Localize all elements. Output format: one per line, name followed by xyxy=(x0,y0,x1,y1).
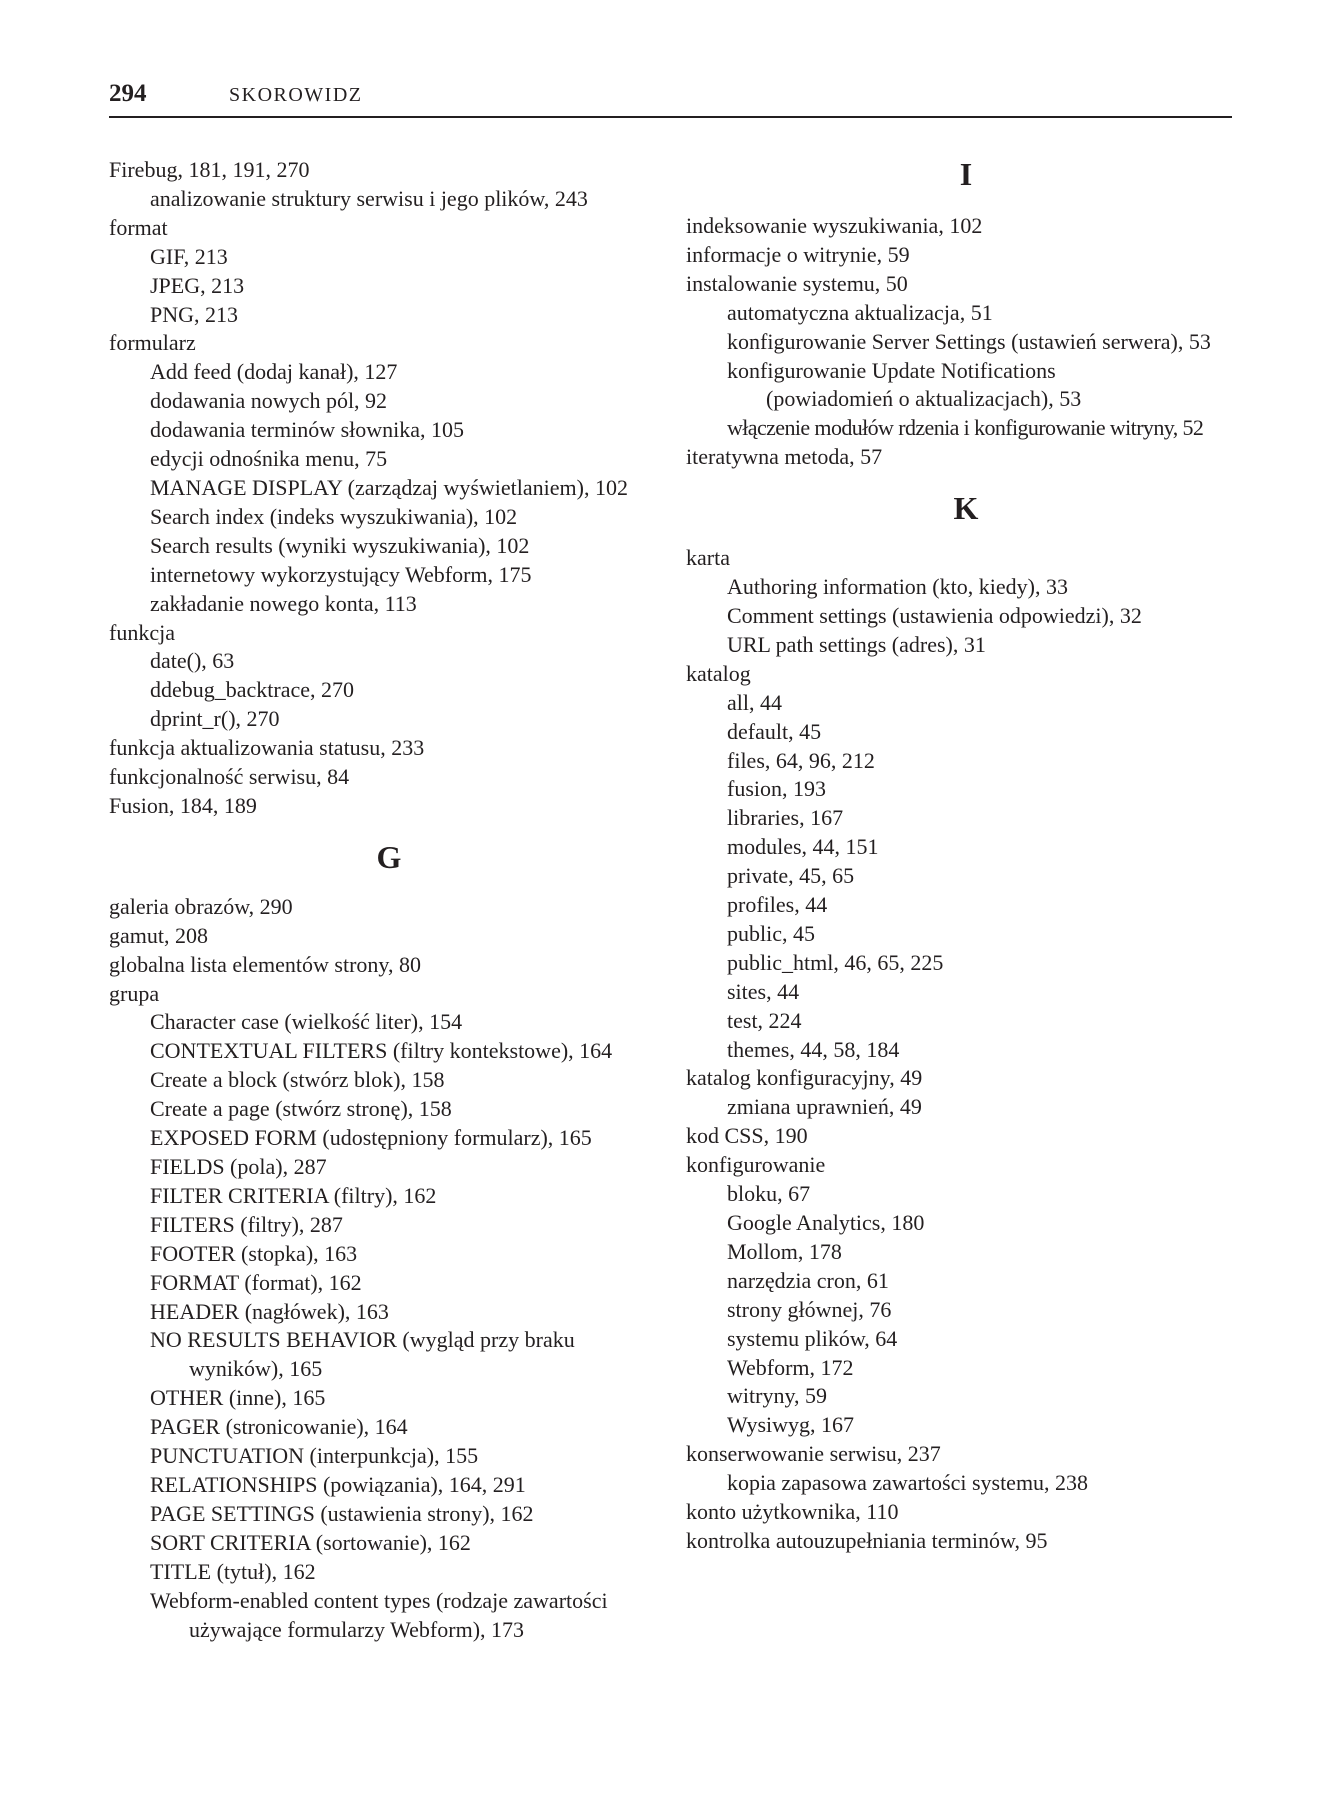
running-head: SKOROWIDZ xyxy=(229,84,363,106)
section-letter: K xyxy=(953,490,979,527)
index-entry: Firebug, 181, 191, 270 xyxy=(109,157,310,182)
index-subentry: JPEG, 213 xyxy=(150,272,245,298)
index-entry: konserwowanie serwisu, 237 xyxy=(686,1441,941,1467)
index-column-right xyxy=(686,156,1246,1556)
index-subentry: all, 44 xyxy=(727,689,782,715)
index-subentry: strony głównej, 76 xyxy=(727,1296,892,1322)
index-subentry: RELATIONSHIPS (powiązania), 164, 291 xyxy=(150,1471,526,1497)
index-subentry: dodawania terminów słownika, 105 xyxy=(150,417,465,443)
index-subentry: ddebug_backtrace, 270 xyxy=(150,677,355,703)
index-entry: instalowanie systemu, 50 xyxy=(686,270,908,296)
index-entry: grupa xyxy=(109,980,160,1006)
index-subentry: bloku, 67 xyxy=(727,1181,811,1207)
index-subentry: libraries, 167 xyxy=(727,805,844,831)
index-subentry: dprint_r(), 270 xyxy=(150,706,280,732)
index-entry: formularz xyxy=(109,330,196,356)
index-continuation: wyników), 165 xyxy=(189,1356,323,1382)
index-subentry: TITLE (tytuł), 162 xyxy=(150,1558,316,1584)
index-entry: katalog konfiguracyjny, 49 xyxy=(686,1065,923,1091)
index-subentry: HEADER (nagłówek), 163 xyxy=(150,1298,389,1324)
page-number: 294 xyxy=(109,80,147,107)
index-subentry: SORT CRITERIA (sortowanie), 162 xyxy=(150,1529,471,1555)
index-entry: galeria obrazów, 290 xyxy=(109,893,293,919)
index-entry: katalog xyxy=(686,660,751,686)
index-entry: indeksowanie wyszukiwania, 102 xyxy=(686,213,983,238)
index-subentry: Character case (wielkość liter), 154 xyxy=(150,1009,463,1035)
index-subentry: Search index (indeks wyszukiwania), 102 xyxy=(150,503,518,529)
index-subentry: public_html, 46, 65, 225 xyxy=(727,949,944,975)
index-subentry: dodawania nowych pól, 92 xyxy=(150,388,388,414)
index-subentry: Mollom, 178 xyxy=(727,1238,842,1264)
index-subentry: systemu plików, 64 xyxy=(727,1325,898,1351)
index-continuation: używające formularzy Webform), 173 xyxy=(189,1616,525,1642)
index-subentry: FILTERS (filtry), 287 xyxy=(150,1211,343,1237)
index-subentry: witryny, 59 xyxy=(727,1383,828,1409)
index-subentry: private, 45, 65 xyxy=(727,863,855,889)
index-subentry: Google Analytics, 180 xyxy=(727,1210,925,1235)
index-entry: funkcja aktualizowania statusu, 233 xyxy=(109,735,425,761)
index-subentry: analizowanie struktury serwisu i jego plików, 243 xyxy=(150,185,588,211)
index-subentry: default, 45 xyxy=(727,718,822,744)
index-subentry: automatyczna aktualizacja, 51 xyxy=(727,299,993,325)
index-entry: Fusion, 184, 189 xyxy=(109,792,257,818)
index-subentry: modules, 44, 151 xyxy=(727,834,879,860)
index-entry: kod CSS, 190 xyxy=(686,1123,808,1149)
index-subentry: files, 64, 96, 212 xyxy=(727,747,875,773)
index-entry: funkcjonalność serwisu, 84 xyxy=(109,764,350,790)
index-subentry: włączenie modułów rdzenia i konfigurowanie witryny, 52 xyxy=(727,415,1204,441)
index-subentry: edycji odnośnika menu, 75 xyxy=(150,446,388,472)
index-entry: iteratywna metoda, 57 xyxy=(686,444,883,470)
page-header xyxy=(109,78,1232,118)
index-entry: gamut, 208 xyxy=(109,922,208,948)
index-column-left xyxy=(109,156,669,1644)
index-subentry: kopia zapasowa zawartości systemu, 238 xyxy=(727,1470,1089,1496)
index-subentry: konfigurowanie Update Notifications xyxy=(727,357,1056,383)
index-subentry: PUNCTUATION (interpunkcja), 155 xyxy=(150,1443,479,1469)
index-subentry: Create a page (stwórz stronę), 158 xyxy=(150,1096,452,1122)
index-subentry: MANAGE DISPLAY (zarządzaj wyświetlaniem), 102 xyxy=(150,474,628,500)
index-subentry: EXPOSED FORM (udostępniony formularz), 165 xyxy=(150,1125,592,1151)
index-subentry: Wysiwyg, 167 xyxy=(727,1412,855,1438)
index-subentry: Add feed (dodaj kanał), 127 xyxy=(150,359,398,385)
index-subentry: profiles, 44 xyxy=(727,892,828,918)
index-subentry: zakładanie nowego konta, 113 xyxy=(150,590,417,616)
index-subentry: URL path settings (adres), 31 xyxy=(727,631,986,657)
index-subentry: CONTEXTUAL FILTERS (filtry kontekstowe), 164 xyxy=(150,1038,613,1064)
index-subentry: internetowy wykorzystujący Webform, 175 xyxy=(150,561,532,587)
index-subentry: themes, 44, 58, 184 xyxy=(727,1036,900,1062)
index-subentry: PAGER (stronicowanie), 164 xyxy=(150,1414,408,1440)
index-continuation: (powiadomień o aktualizacjach), 53 xyxy=(766,386,1082,412)
index-subentry: Authoring information (kto, kiedy), 33 xyxy=(727,574,1068,600)
index-entry: karta xyxy=(686,545,730,571)
index-subentry: Webform, 172 xyxy=(727,1354,854,1380)
index-subentry: test, 224 xyxy=(727,1007,802,1033)
index-subentry: FOOTER (stopka), 163 xyxy=(150,1240,358,1266)
index-subentry: fusion, 193 xyxy=(727,776,826,802)
index-subentry: PNG, 213 xyxy=(150,301,239,327)
index-subentry: NO RESULTS BEHAVIOR (wygląd przy braku xyxy=(150,1327,575,1353)
index-entry: funkcja xyxy=(109,619,175,645)
index-subentry: date(), 63 xyxy=(150,648,235,674)
index-subentry: Webform-enabled content types (rodzaje zawartości xyxy=(150,1587,608,1613)
index-subentry: Create a block (stwórz blok), 158 xyxy=(150,1067,445,1093)
section-letter: I xyxy=(959,156,973,192)
index-entry: informacje o witrynie, 59 xyxy=(686,241,910,267)
index-entry: kontrolka autouzupełniania terminów, 95 xyxy=(686,1527,1048,1553)
index-subentry: Search results (wyniki wyszukiwania), 102 xyxy=(150,532,530,558)
index-entry: konfigurowanie xyxy=(686,1152,826,1178)
index-subentry: OTHER (inne), 165 xyxy=(150,1385,326,1411)
index-subentry: zmiana uprawnień, 49 xyxy=(727,1094,922,1120)
index-subentry: FIELDS (pola), 287 xyxy=(150,1154,327,1179)
index-subentry: konfigurowanie Server Settings (ustawień serwera), 53 xyxy=(727,328,1211,354)
index-subentry: GIF, 213 xyxy=(150,243,228,269)
index-subentry: PAGE SETTINGS (ustawienia strony), 162 xyxy=(150,1500,534,1526)
index-subentry: sites, 44 xyxy=(727,978,800,1004)
index-subentry: public, 45 xyxy=(727,920,815,946)
index-entry: globalna lista elementów strony, 80 xyxy=(109,951,422,977)
index-subentry: narzędzia cron, 61 xyxy=(727,1267,889,1293)
index-entry: konto użytkownika, 110 xyxy=(686,1499,899,1525)
index-subentry: FILTER CRITERIA (filtry), 162 xyxy=(150,1182,437,1208)
index-subentry: FORMAT (format), 162 xyxy=(150,1269,362,1295)
section-letter: G xyxy=(376,838,402,875)
index-entry: format xyxy=(109,214,168,240)
index-subentry: Comment settings (ustawienia odpowiedzi), 32 xyxy=(727,602,1142,628)
